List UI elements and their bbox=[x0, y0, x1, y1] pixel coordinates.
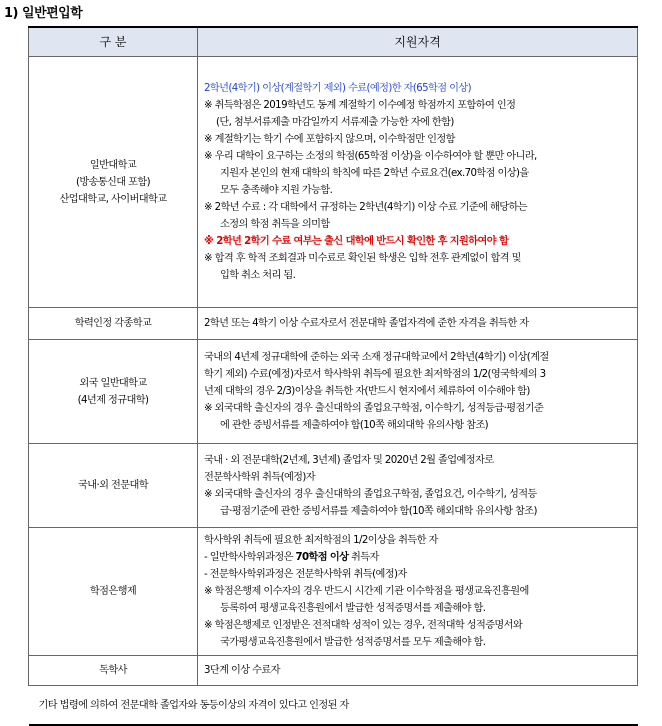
qualification-line: 국내의 4년제 정규대학에 준하는 외국 소재 정규대학교에서 2학년(4학기) 이상(계절 bbox=[204, 352, 549, 363]
qualification-cell bbox=[198, 444, 638, 528]
qualification-line: 2학년(4학기) 이상(계절학기 제외) 수료(예정)한 자(65학점 이상) bbox=[204, 83, 472, 94]
category-line: 외국 일반대학교 bbox=[79, 377, 147, 389]
qualification-line: - 전문학사학위과정은 전문학사학위 취득(예정)자 bbox=[204, 569, 407, 580]
category-cell bbox=[29, 444, 198, 528]
qualification-line: 소정의 학점 취득을 의미함 bbox=[220, 219, 330, 230]
qualification-cell bbox=[198, 308, 638, 340]
qualification-line: 2학년 또는 4학기 이상 수료자로서 전문대학 졸업자격에 준한 자격을 취득한 자 bbox=[204, 318, 529, 329]
eligibility-table bbox=[28, 26, 638, 726]
qualification-line: 국내 · 외 전문대학(2년제, 3년제) 졸업자 및 2020년 2월 졸업예정자로 bbox=[204, 454, 494, 466]
qualification-line: 학기 제외) 수료(예정)자로서 학사학위 취득에 필요한 최저학점의 1/2(영국학제의 3 bbox=[204, 369, 546, 380]
category-line: 산업대학교, 사이버대학교 bbox=[59, 193, 167, 205]
qualification-line: 년제 대학의 경우 2/3)이상을 취득한 자(반드시 현지에서 체류하여 이수해야 함) bbox=[204, 386, 530, 397]
qualification-line: ※ 취득학점은 2019학년도 동계 계절학기 이수예정 학점까지 포함하여 인정 bbox=[204, 100, 516, 111]
table-row bbox=[29, 57, 638, 308]
category-line: 학점은행제 bbox=[89, 586, 137, 597]
category-line: (방송통신대 포함) bbox=[75, 176, 151, 188]
warning-line: ※ 2학년 2학기 수료 여부는 출신 대학에 반드시 확인한 후 지원하여야 함 bbox=[204, 236, 509, 247]
qualification-line: ※ 외국대학 출신자의 경우 출신대학의 졸업요구학점, 졸업요건, 이수학기, 성적등 bbox=[204, 488, 537, 500]
table-row bbox=[29, 340, 638, 444]
section-title: 1) 일반편입학 bbox=[4, 6, 83, 21]
header-qualification: 지원자격 bbox=[198, 27, 638, 57]
qualification-line: ※ 우리 대학이 요구하는 소정의 학점(65학점 이상)을 이수하여야 할 뿐만 아니라, bbox=[204, 151, 537, 162]
qualification-line: (단, 첨부서류제출 마감일까지 서류제출 가능한 자에 한함) bbox=[216, 117, 454, 128]
table-footer-row bbox=[29, 686, 638, 726]
qualification-line: 모두 충족해야 지원 가능함. bbox=[220, 185, 333, 196]
qualification-line: ※ 합격 후 학적 조회결과 미수료로 확인된 학생은 입학 전후 관계없이 합격 및 bbox=[204, 253, 521, 264]
table-header-row bbox=[29, 27, 638, 57]
category-cell bbox=[29, 528, 198, 656]
qualification-line: 급·평점기준에 관한 증빙서류를 제출하여야 함(10쪽 해외대학 유의사항 참조) bbox=[220, 505, 537, 517]
qualification-cell bbox=[198, 656, 638, 686]
category-cell bbox=[29, 340, 198, 444]
category-cell bbox=[29, 308, 198, 340]
qualification-line: 지원자 본인의 현재 대학의 학칙에 따른 2학년 수료요건(ex.70학점 이상)을 bbox=[220, 168, 529, 179]
emphasis-text: 70학점 이상 bbox=[295, 552, 349, 563]
table-row bbox=[29, 308, 638, 340]
qualification-line: 전문학사학위 취득(예정)자 bbox=[204, 471, 316, 483]
qualification-line: 에 관한 증빙서류를 제출하여야 함(10쪽 해외대학 유의사항 참조) bbox=[220, 420, 489, 431]
category-cell bbox=[29, 57, 198, 308]
qualification-line: 학사학위 취득에 필요한 최저학점의 1/2이상을 취득한 자 bbox=[204, 535, 438, 546]
category-line: 국내·외 전문대학 bbox=[78, 480, 148, 491]
header-category: 구 분 bbox=[29, 27, 198, 57]
qualification-line: 입학 취소 처리 됨. bbox=[220, 270, 296, 281]
qualification-line: ※ 계절학기는 학기 수에 포함하지 않으며, 이수학점만 인정함 bbox=[204, 134, 455, 145]
qualification-line: ※ 외국대학 출신자의 경우 출신대학의 졸업요구학점, 이수학기, 성적등급·평점기준 bbox=[204, 403, 544, 414]
category-line: 독학사 bbox=[99, 665, 127, 676]
qualification-line: ※ 학점은행제로 인정받은 전적대학 성적이 있는 경우, 전적대학 성적증명서와 bbox=[204, 620, 523, 631]
table-row bbox=[29, 656, 638, 686]
qualification-cell bbox=[198, 528, 638, 656]
qualification-line: 등록하여 평생교육진흥원에서 발급한 성적증명서를 제출해야 함. bbox=[220, 603, 486, 614]
table-row bbox=[29, 528, 638, 656]
footer-cell: 기타 법령에 의하여 전문대학 졸업자와 동등이상의 자격이 있다고 인정된 자 bbox=[29, 686, 638, 726]
qualification-line: 국가평생교육진흥원에서 발급한 성적증명서를 모두 제출해야 함. bbox=[220, 637, 486, 648]
category-line: 일반대학교 bbox=[89, 159, 137, 171]
category-line: 학력인정 각종학교 bbox=[74, 318, 152, 329]
qualification-line: - 일반학사학위과정은 70학점 이상 취득자 bbox=[204, 552, 379, 563]
category-cell bbox=[29, 656, 198, 686]
qualification-line: ※ 학점은행제 이수자의 경우 반드시 시간제 기관 이수학점을 평생교육진흥원에 bbox=[204, 586, 529, 597]
qualification-line: 3단계 이상 수료자 bbox=[204, 665, 280, 676]
qualification-line: ※ 2학년 수료 : 각 대학에서 규정하는 2학년(4학기) 이상 수료 기준에 해당하는 bbox=[204, 202, 527, 213]
qualification-cell bbox=[198, 57, 638, 308]
category-line: (4년제 정규대학) bbox=[77, 394, 149, 406]
table-row bbox=[29, 444, 638, 528]
qualification-cell bbox=[198, 340, 638, 444]
